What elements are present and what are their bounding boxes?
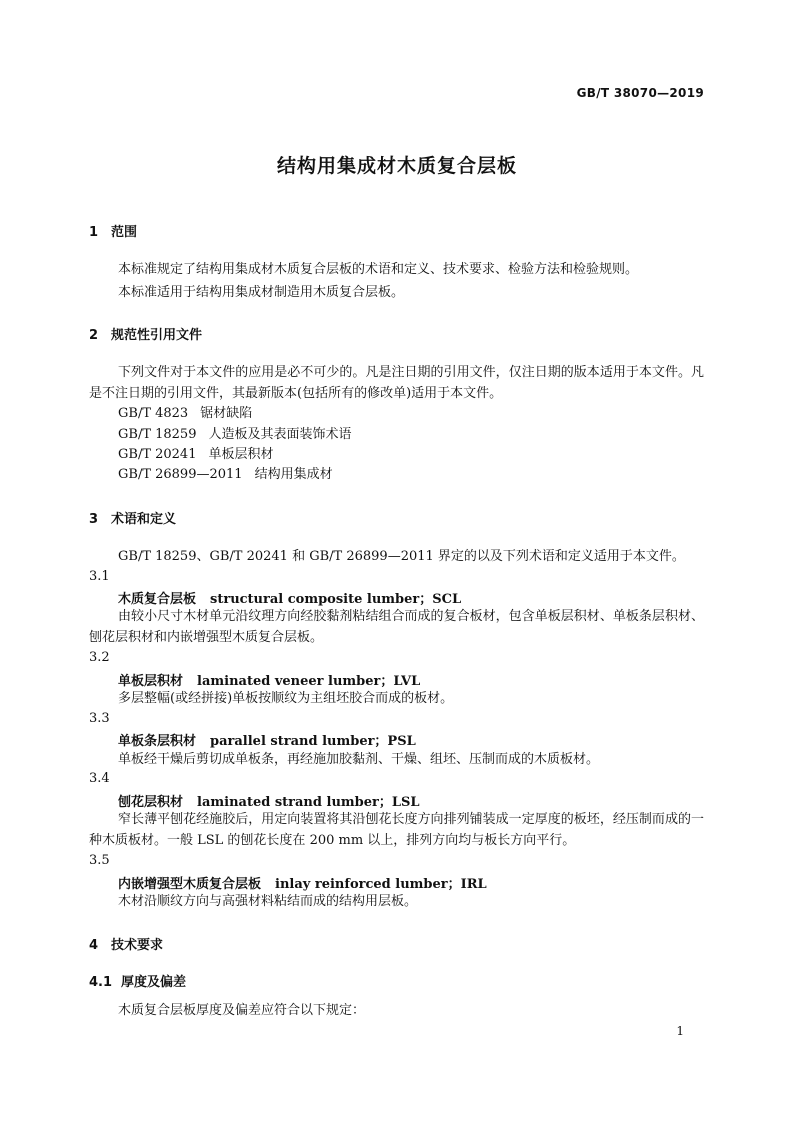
subsection-number: 4.1 bbox=[89, 975, 113, 990]
section-number: 2 bbox=[89, 328, 99, 343]
term-heading bbox=[118, 873, 487, 892]
term-en: inlay reinforced lumber；IRL bbox=[275, 877, 487, 892]
subsection-title: 厚度及偏差 bbox=[121, 975, 187, 990]
term-number: 3.1 bbox=[89, 569, 110, 584]
term-zh: 木质复合层板 bbox=[118, 592, 197, 607]
reference-item bbox=[118, 425, 352, 445]
section-4-heading bbox=[89, 934, 163, 953]
reference-code: GB/T 18259 bbox=[118, 427, 197, 442]
term-definition: 木材沿顺纹方向与高强材料粘结而成的结构用层板。 bbox=[118, 894, 418, 909]
page-number: 1 bbox=[676, 1024, 684, 1038]
section-1-heading bbox=[89, 221, 137, 240]
term-en: structural composite lumber；SCL bbox=[210, 592, 462, 607]
subsection-4-1-heading bbox=[89, 971, 186, 990]
term-zh: 刨花层积材 bbox=[118, 795, 184, 810]
term-number: 3.3 bbox=[89, 711, 110, 726]
section-title: 范围 bbox=[111, 225, 138, 240]
section-number: 1 bbox=[89, 225, 99, 240]
section-number: 3 bbox=[89, 512, 99, 527]
term-heading bbox=[118, 670, 420, 689]
reference-name: 结构用集成材 bbox=[254, 467, 333, 482]
term-zh: 单板层积材 bbox=[118, 674, 184, 689]
reference-item bbox=[118, 445, 274, 465]
definition-text: 由较小尺寸木材单元沿纹理方向经胶黏剂粘结组合而成的复合板材，包含单板层积材、单板条层积材、刨花层积材和内嵌增强型木质复合层板。 bbox=[89, 609, 704, 645]
term-heading bbox=[118, 730, 416, 749]
term-heading bbox=[118, 791, 420, 810]
reference-code: GB/T 26899—2011 bbox=[118, 467, 243, 482]
term-en: laminated strand lumber；LSL bbox=[197, 795, 420, 810]
paragraph: 本标准适用于结构用集成材制造用木质复合层板。 bbox=[118, 285, 405, 300]
section-3-heading bbox=[89, 508, 176, 527]
term-number: 3.4 bbox=[89, 771, 110, 786]
term-definition: 多层整幅(或经拼接)单板按顺纹为主组坯胶合而成的板材。 bbox=[118, 691, 454, 706]
document-title: 结构用集成材木质复合层板 bbox=[276, 155, 517, 177]
reference-code: GB/T 20241 bbox=[118, 447, 197, 462]
term-en: parallel strand lumber；PSL bbox=[210, 734, 416, 749]
paragraph-text: 下列文件对于本文件的应用是必不可少的。凡是注日期的引用文件，仅注日期的版本适用于本文件。凡是不注日期的引用文件，其最新版本(包括所有的修改单)适用于本文件。 bbox=[89, 365, 704, 401]
reference-item bbox=[118, 465, 333, 485]
definition-text: 窄长薄平刨花经施胶后，用定向装置将其沿刨花长度方向排列铺装成一定厚度的板坯，经压制而成的一种木质板材。一般 LSL 的刨花长度在 200 mm 以上，排列方向均与板长方向平行。 bbox=[89, 812, 704, 848]
term-number: 3.5 bbox=[89, 853, 110, 868]
term-en: laminated veneer lumber；LVL bbox=[197, 674, 421, 689]
term-definition bbox=[89, 606, 704, 648]
paragraph: 本标准规定了结构用集成材木质复合层板的术语和定义、技术要求、检验方法和检验规则。 bbox=[118, 262, 639, 277]
reference-item bbox=[118, 404, 252, 424]
paragraph bbox=[89, 362, 704, 404]
term-number: 3.2 bbox=[89, 650, 110, 665]
term-heading bbox=[118, 588, 461, 607]
section-number: 4 bbox=[89, 938, 99, 953]
term-zh: 单板条层积材 bbox=[118, 734, 197, 749]
term-definition bbox=[89, 809, 704, 851]
reference-name: 锯材缺陷 bbox=[200, 406, 253, 421]
reference-name: 单板层积材 bbox=[208, 447, 274, 462]
paragraph: GB/T 18259、GB/T 20241 和 GB/T 26899—2011 界定的以及下列术语和定义适用于本文件。 bbox=[118, 549, 685, 564]
term-zh: 内嵌增强型木质复合层板 bbox=[118, 877, 262, 892]
reference-code: GB/T 4823 bbox=[118, 406, 189, 421]
section-title: 规范性引用文件 bbox=[111, 328, 203, 343]
reference-name: 人造板及其表面装饰术语 bbox=[208, 427, 352, 442]
section-title: 术语和定义 bbox=[111, 512, 177, 527]
paragraph: 木质复合层板厚度及偏差应符合以下规定： bbox=[118, 1003, 366, 1018]
section-2-heading bbox=[89, 324, 202, 343]
standard-number: GB/T 38070—2019 bbox=[576, 86, 704, 100]
section-title: 技术要求 bbox=[111, 938, 164, 953]
term-definition: 单板经干燥后剪切成单板条，再经施加胶黏剂、干燥、组坯、压制而成的木质板材。 bbox=[118, 752, 600, 767]
